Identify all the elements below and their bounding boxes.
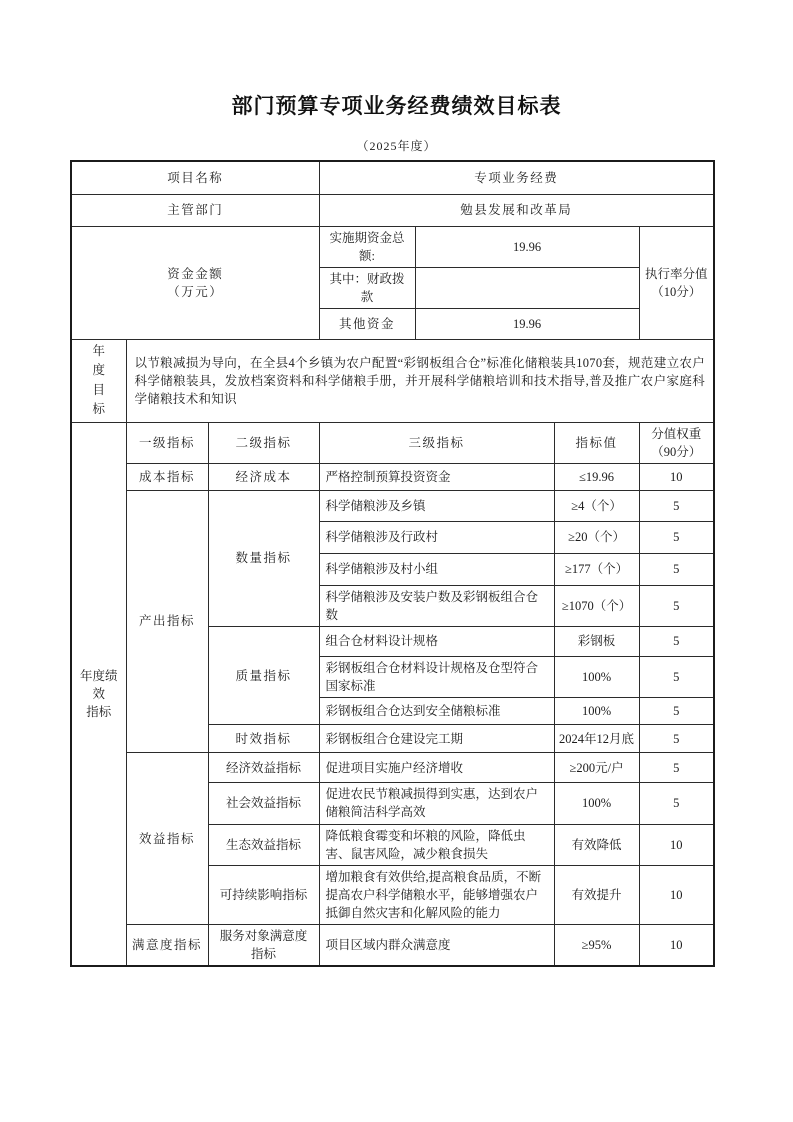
indicator-value-cell: ≥200元/户 xyxy=(554,753,639,783)
fund-amount-label-line2: （万元） xyxy=(167,284,224,299)
indicator-value-cell: 100% xyxy=(554,783,639,824)
perf-side-label-line2: 指标 xyxy=(86,705,112,719)
score-cell: 10 xyxy=(639,925,714,967)
execution-rate-label-line2: （10分） xyxy=(651,284,702,299)
level2-indicator-cell: 数量指标 xyxy=(208,490,319,626)
level3-indicator-cell: 科学储粮涉及安装户数及彩钢板组合仓数 xyxy=(319,585,554,626)
indicator-value-cell: ≥4（个） xyxy=(554,490,639,521)
level2-indicator-cell: 时效指标 xyxy=(208,725,319,753)
annual-goal-label: 年度目标 xyxy=(92,344,105,417)
header-level3: 三级指标 xyxy=(319,422,554,463)
perf-row xyxy=(71,490,714,521)
perf-side-label-line1: 年度绩效 xyxy=(79,668,118,701)
department-label: 主管部门 xyxy=(71,194,319,226)
indicator-value-cell: ≥95% xyxy=(554,925,639,967)
page-title: 部门预算专项业务经费绩效目标表 xyxy=(231,95,562,118)
annual-goal-label-cell xyxy=(71,340,126,423)
perf-side-label-cell xyxy=(71,422,126,966)
level2-indicator-cell xyxy=(208,925,319,967)
level2-indicator-cell: 生态效益指标 xyxy=(208,824,319,865)
level3-indicator-cell: 彩钢板组合仓达到安全储粮标准 xyxy=(319,698,554,725)
annual-goal-row xyxy=(71,340,714,423)
fund-total-value: 19.96 xyxy=(415,226,639,267)
level2-indicator-line2: 指标 xyxy=(251,947,277,962)
indicator-value-cell: 彩钢板 xyxy=(554,627,639,657)
project-name-value: 专项业务经费 xyxy=(319,161,714,194)
page-subtitle: （2025年度） xyxy=(356,139,437,153)
performance-target-table xyxy=(70,160,715,967)
score-cell: 5 xyxy=(639,753,714,783)
level1-indicator-cell: 成本指标 xyxy=(126,463,208,490)
annual-goal-content: 以节粮减损为导向，在全县4个乡镇为农户配置“彩钢板组合仓”标准化储粮装具1070套，规范建立农户科学储粮装具，发放档案资料和科学储粮手册，并开展科学储粮培训和技术指导,普及推广农户家庭科学储粮技术和知识 xyxy=(126,340,714,423)
header-level1: 一级指标 xyxy=(126,422,208,463)
level3-indicator-cell: 彩钢板组合仓建设完工期 xyxy=(319,725,554,753)
indicator-value-cell: ≥20（个） xyxy=(554,521,639,553)
level1-indicator-cell: 产出指标 xyxy=(126,490,208,753)
score-cell: 5 xyxy=(639,627,714,657)
score-cell: 5 xyxy=(639,585,714,626)
fund-amount-label xyxy=(71,226,319,340)
level2-indicator-cell: 社会效益指标 xyxy=(208,783,319,824)
score-cell: 10 xyxy=(639,865,714,924)
indicator-value-cell: 100% xyxy=(554,657,639,698)
indicator-value-cell: ≥177（个） xyxy=(554,553,639,585)
fund-other-label: 其他资金 xyxy=(319,309,415,340)
perf-row xyxy=(71,925,714,967)
level2-indicator-line1: 服务对象满意度 xyxy=(219,929,308,944)
score-cell: 10 xyxy=(639,824,714,865)
score-cell: 5 xyxy=(639,521,714,553)
level3-indicator-cell: 增加粮食有效供给,提高粮食品质，不断提高农户科学储粮水平，能够增强农户抵御自然灾害和化解风险的能力 xyxy=(319,865,554,924)
fund-other-value: 19.96 xyxy=(415,309,639,340)
project-name-label: 项目名称 xyxy=(71,161,319,194)
indicator-value-cell: ≥1070（个） xyxy=(554,585,639,626)
score-cell: 5 xyxy=(639,553,714,585)
indicator-value-cell: 有效降低 xyxy=(554,824,639,865)
indicator-value-cell: 2024年12月底 xyxy=(554,725,639,753)
department-value: 勉县发展和改革局 xyxy=(319,194,714,226)
department-row xyxy=(71,194,714,226)
fund-fiscal-label: 其中：财政拨款 xyxy=(319,267,415,308)
level3-indicator-cell: 彩钢板组合仓材料设计规格及仓型符合国家标准 xyxy=(319,657,554,698)
score-cell: 5 xyxy=(639,490,714,521)
indicator-header-row xyxy=(71,422,714,463)
level3-indicator-cell: 科学储粮涉及乡镇 xyxy=(319,490,554,521)
level2-indicator-cell: 经济效益指标 xyxy=(208,753,319,783)
score-cell: 5 xyxy=(639,698,714,725)
header-level2: 二级指标 xyxy=(208,422,319,463)
header-weight-line2: （90分） xyxy=(651,444,702,459)
level1-indicator-cell: 满意度指标 xyxy=(126,925,208,967)
header-weight xyxy=(639,422,714,463)
fund-row-total xyxy=(71,226,714,267)
execution-rate-label xyxy=(639,226,714,340)
header-weight-line1: 分值权重 xyxy=(651,426,702,441)
level3-indicator-cell: 促进农民节粮减损得到实惠，达到农户储粮简洁科学高效 xyxy=(319,783,554,824)
execution-rate-label-line1: 执行率分值 xyxy=(645,266,708,281)
score-cell: 5 xyxy=(639,783,714,824)
perf-row xyxy=(71,753,714,783)
level3-indicator-cell: 严格控制预算投资资金 xyxy=(319,463,554,490)
score-cell: 10 xyxy=(639,463,714,490)
level3-indicator-cell: 降低粮食霉变和坏粮的风险，降低虫害、鼠害风险，减少粮食损失 xyxy=(319,824,554,865)
indicator-value-cell: 有效提升 xyxy=(554,865,639,924)
level3-indicator-cell: 组合仓材料设计规格 xyxy=(319,627,554,657)
level3-indicator-cell: 促进项目实施户经济增收 xyxy=(319,753,554,783)
level3-indicator-cell: 项目区域内群众满意度 xyxy=(319,925,554,967)
level2-indicator-cell: 可持续影响指标 xyxy=(208,865,319,924)
indicator-value-cell: ≤19.96 xyxy=(554,463,639,490)
perf-row xyxy=(71,463,714,490)
level1-indicator-cell: 效益指标 xyxy=(126,753,208,925)
score-cell: 5 xyxy=(639,657,714,698)
fund-fiscal-value xyxy=(415,267,639,308)
indicator-value-cell: 100% xyxy=(554,698,639,725)
header-value: 指标值 xyxy=(554,422,639,463)
level3-indicator-cell: 科学储粮涉及行政村 xyxy=(319,521,554,553)
project-name-row xyxy=(71,161,714,194)
fund-amount-label-line1: 资金金额 xyxy=(167,266,224,281)
score-cell: 5 xyxy=(639,725,714,753)
level2-indicator-cell: 质量指标 xyxy=(208,627,319,725)
level3-indicator-cell: 科学储粮涉及村小组 xyxy=(319,553,554,585)
level2-indicator-cell: 经济成本 xyxy=(208,463,319,490)
fund-total-label: 实施期资金总额: xyxy=(319,226,415,267)
